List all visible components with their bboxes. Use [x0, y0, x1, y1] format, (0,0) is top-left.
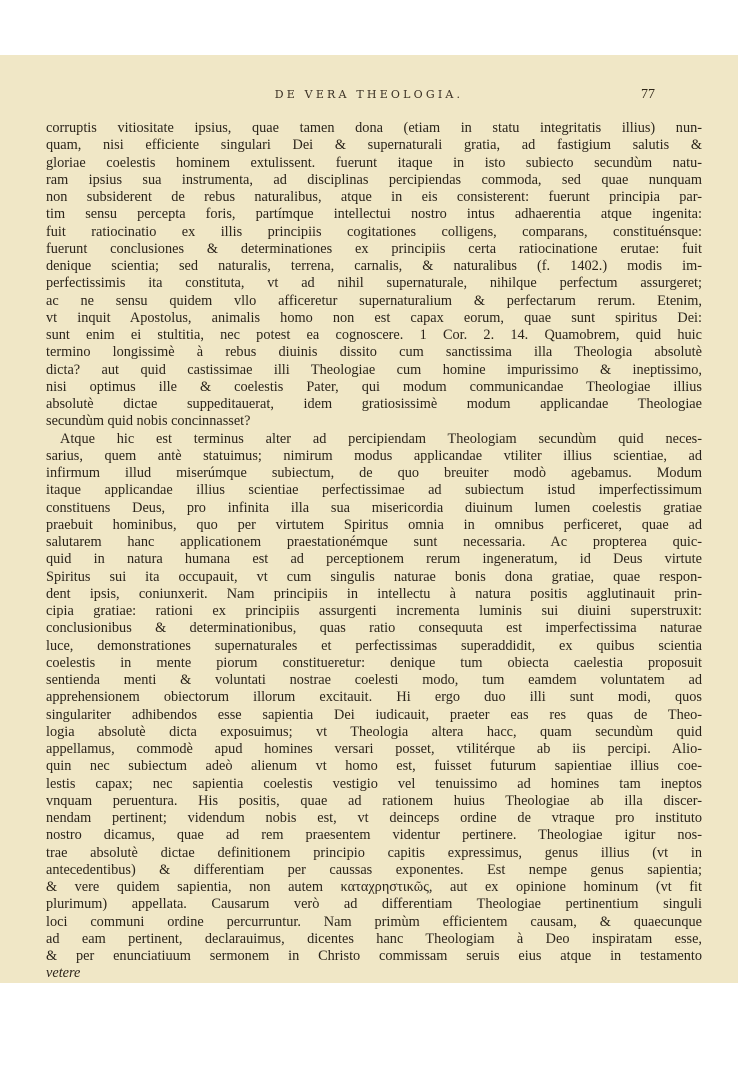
text-line: antecedentibus) & differentiam per caussas exponentes. Est nempe genus sapientia;: [46, 861, 702, 878]
text-line: perfectissimis ita constituta, vt ad nihil supernaturale, nihilque perfectum assurgeret;: [46, 275, 702, 292]
text-line: trae absolutè dictae definitionem principio capitis expressimus, genus illius (vt in: [46, 844, 702, 861]
text-line: fuerunt conclusiones & determinationes ex principiis certa ratiocinatione erutae: fuit: [46, 240, 702, 257]
text-line: quam, nisi efficiente singulari Dei & supernaturali gratia, ad fastigium salutis &: [46, 137, 702, 154]
text-line: sarius, quem antè statuimus; nimirum modus applicandae vtiliter illius scientiae, ad: [46, 447, 702, 464]
text-line: Spiritus sui ita occupauit, vt cum singulis naturae bonis dona gratiae, quae respon-: [46, 568, 702, 585]
text-line: vnquam peruentura. His positis, quae ad rationem huius Theologiae ab illa discer-: [46, 792, 702, 809]
text-line: ac ne sensu quidem vllo afficeretur supernaturalium & perfectarum rerum. Etenim,: [46, 292, 702, 309]
text-line: itaque applicandae illius scientiae perfectissimae ad subiectum istud imperfectissimum: [46, 482, 702, 499]
text-line: praebuit hominibus, quo per virtutem Spiritus omnia in omnibus perficeret, quae ad: [46, 516, 702, 533]
text-line: loci communi ordine percurruntur. Nam primùm efficientem causam, & quaecunque: [46, 913, 702, 930]
text-line: nostro dicamus, quae ad rem praesentem videntur pertinere. Theologiae igitur nos-: [46, 827, 702, 844]
text-line: lestis capax; nec sapientia coelestis vestigio vel tenuissimo ad homines tam ineptos: [46, 775, 702, 792]
text-line: termino longissimè à rebus diuinis dissito cum sanctissima illa Theologia absolutè: [46, 344, 702, 361]
text-line: singulariter adhibendos esse sapientia Dei iudicauit, praeter eas res quas de Theo-: [46, 706, 702, 723]
text-line: luce, demonstrationes supernaturales et perfectissimas superaddidit, ex quibus scientia: [46, 637, 702, 654]
text-line: sunt enim ei stultitia, nec potest ea cognoscere. 1 Cor. 2. 14. Quamobrem, quid huic: [46, 327, 702, 343]
text-line: dent ipsis, coniunxerit. Nam principiis in intellectu à natura positis agglutinauit prin-: [46, 585, 702, 602]
text-line: infirmum illud miserúmque subiectum, de quo breuiter modò agebamus. Modum: [46, 465, 702, 481]
text-line: tim sensu percepta foris, partímque intellectui nostro intus adhaerentia atque ingenita:: [46, 206, 702, 223]
text-line: apprehensionem obiectorum illorum excitauit. Hi ergo duo illi sunt modi, quos: [46, 689, 702, 706]
text-line: & vere quidem sapientia, non autem καταχρηστικῶς, aut ex opinione hominum (vt fit: [46, 879, 702, 895]
paragraph-start: Atque hic est terminus alter ad percipiendam Theologiam secundùm quid neces-: [60, 430, 702, 447]
running-title: DE VERA THEOLOGIA.: [274, 88, 464, 101]
text-line: nendam pertinent; videndum nobis est, vt deinceps ordine de vtraque pro instituto: [46, 810, 702, 826]
text-line: quin nec subiectum adeò alienum vt homo est, fuisset futurum sapientiae illius coe-: [46, 758, 702, 775]
text-line: cipia gratiae: rationi ex principiis assurgenti incrementa luminis sui diuini superstruxit:: [46, 603, 702, 619]
text-line: non subsiderent de rebus naturalibus, atque in eis consisterent: fuerunt principia par-: [46, 189, 702, 205]
page-number: 77: [641, 87, 655, 102]
catchword: [46, 983, 702, 1000]
text-line: plurimum) appellata. Causarum verò ad differentiam Theologiae pertinentium singuli: [46, 896, 702, 913]
text-line: vt inquit Apostolus, animalis homo non est capax eorum, quae sunt spiritus Dei:: [46, 309, 702, 326]
text-line: sentienda menti & voluntati nostrae coelesti modo, tum eamdem voluntatem ad: [46, 672, 702, 688]
text-line: ad eam pertinent, declarauimus, dicentes hanc Theologiam à Deo inspiratam esse,: [46, 930, 702, 947]
text-line: constituens Deus, pro infinita illa sua misericordia diuinum lumen coelestis gratiae: [46, 499, 702, 516]
text-line: dicta? aut quid castissimae illi Theologiae cum homine impurissimo & ineptissimo,: [46, 361, 702, 378]
text-line: logia absolutè dicta exposuimus; vt Theologia altera hacc, quam secundùm quid: [46, 723, 702, 740]
text-line: & per enunciatiuum sermonem in Christo commissam seruis eius atque in testamento: [46, 948, 702, 964]
body-text: [46, 120, 702, 1000]
text-line: vetere: [46, 965, 81, 982]
text-line: appellamus, commodè apud homines versari posset, vtilitérque ab iis percipi. Alio-: [46, 741, 702, 757]
text-line: fuit ratiocinatio ex illis principiis cogitationes colligens, comparans, constituénsque:: [46, 223, 702, 240]
text-line: conclusionibus & determinationibus, quas ratio consequuta est imperfectissima naturae: [46, 620, 702, 637]
text-line: salutarem hanc applicationem praestationémque sunt necessaria. Ac propterea quic-: [46, 534, 702, 550]
text-line: absolutè dictae suppeditauerat, idem gratiosissimè modum applicandae Theologiae: [46, 396, 702, 412]
text-line: nisi optimus ille & coelestis Pater, qui modum communicandae Theologiae illius: [46, 378, 702, 395]
text-line: ram ipsius sua instrumenta, ad disciplinas percipiendas commoda, sed quae nunquam: [46, 171, 702, 188]
text-line: secundùm quid nobis concinnasset?: [46, 413, 251, 430]
text-line: coelestis in mente piorum constitueretur: denique tum obiecta caelestia proposuit: [46, 654, 702, 671]
text-line: gloriae coelestis hominem extulissent. fuerunt itaque in isto subiecto secundùm natu-: [46, 154, 702, 171]
text-line: quid in natura humana est ad perceptionem rerum ingeneratum, id Deus virtute: [46, 551, 702, 568]
text-line: denique scientia; sed naturalis, terrena, carnalis, & naturalibus (f. 1402.) modis im-: [46, 258, 702, 274]
text-line: corruptis vitiositate ipsius, quae tamen dona (etiam in statu integritatis illius) nun-: [46, 120, 702, 136]
